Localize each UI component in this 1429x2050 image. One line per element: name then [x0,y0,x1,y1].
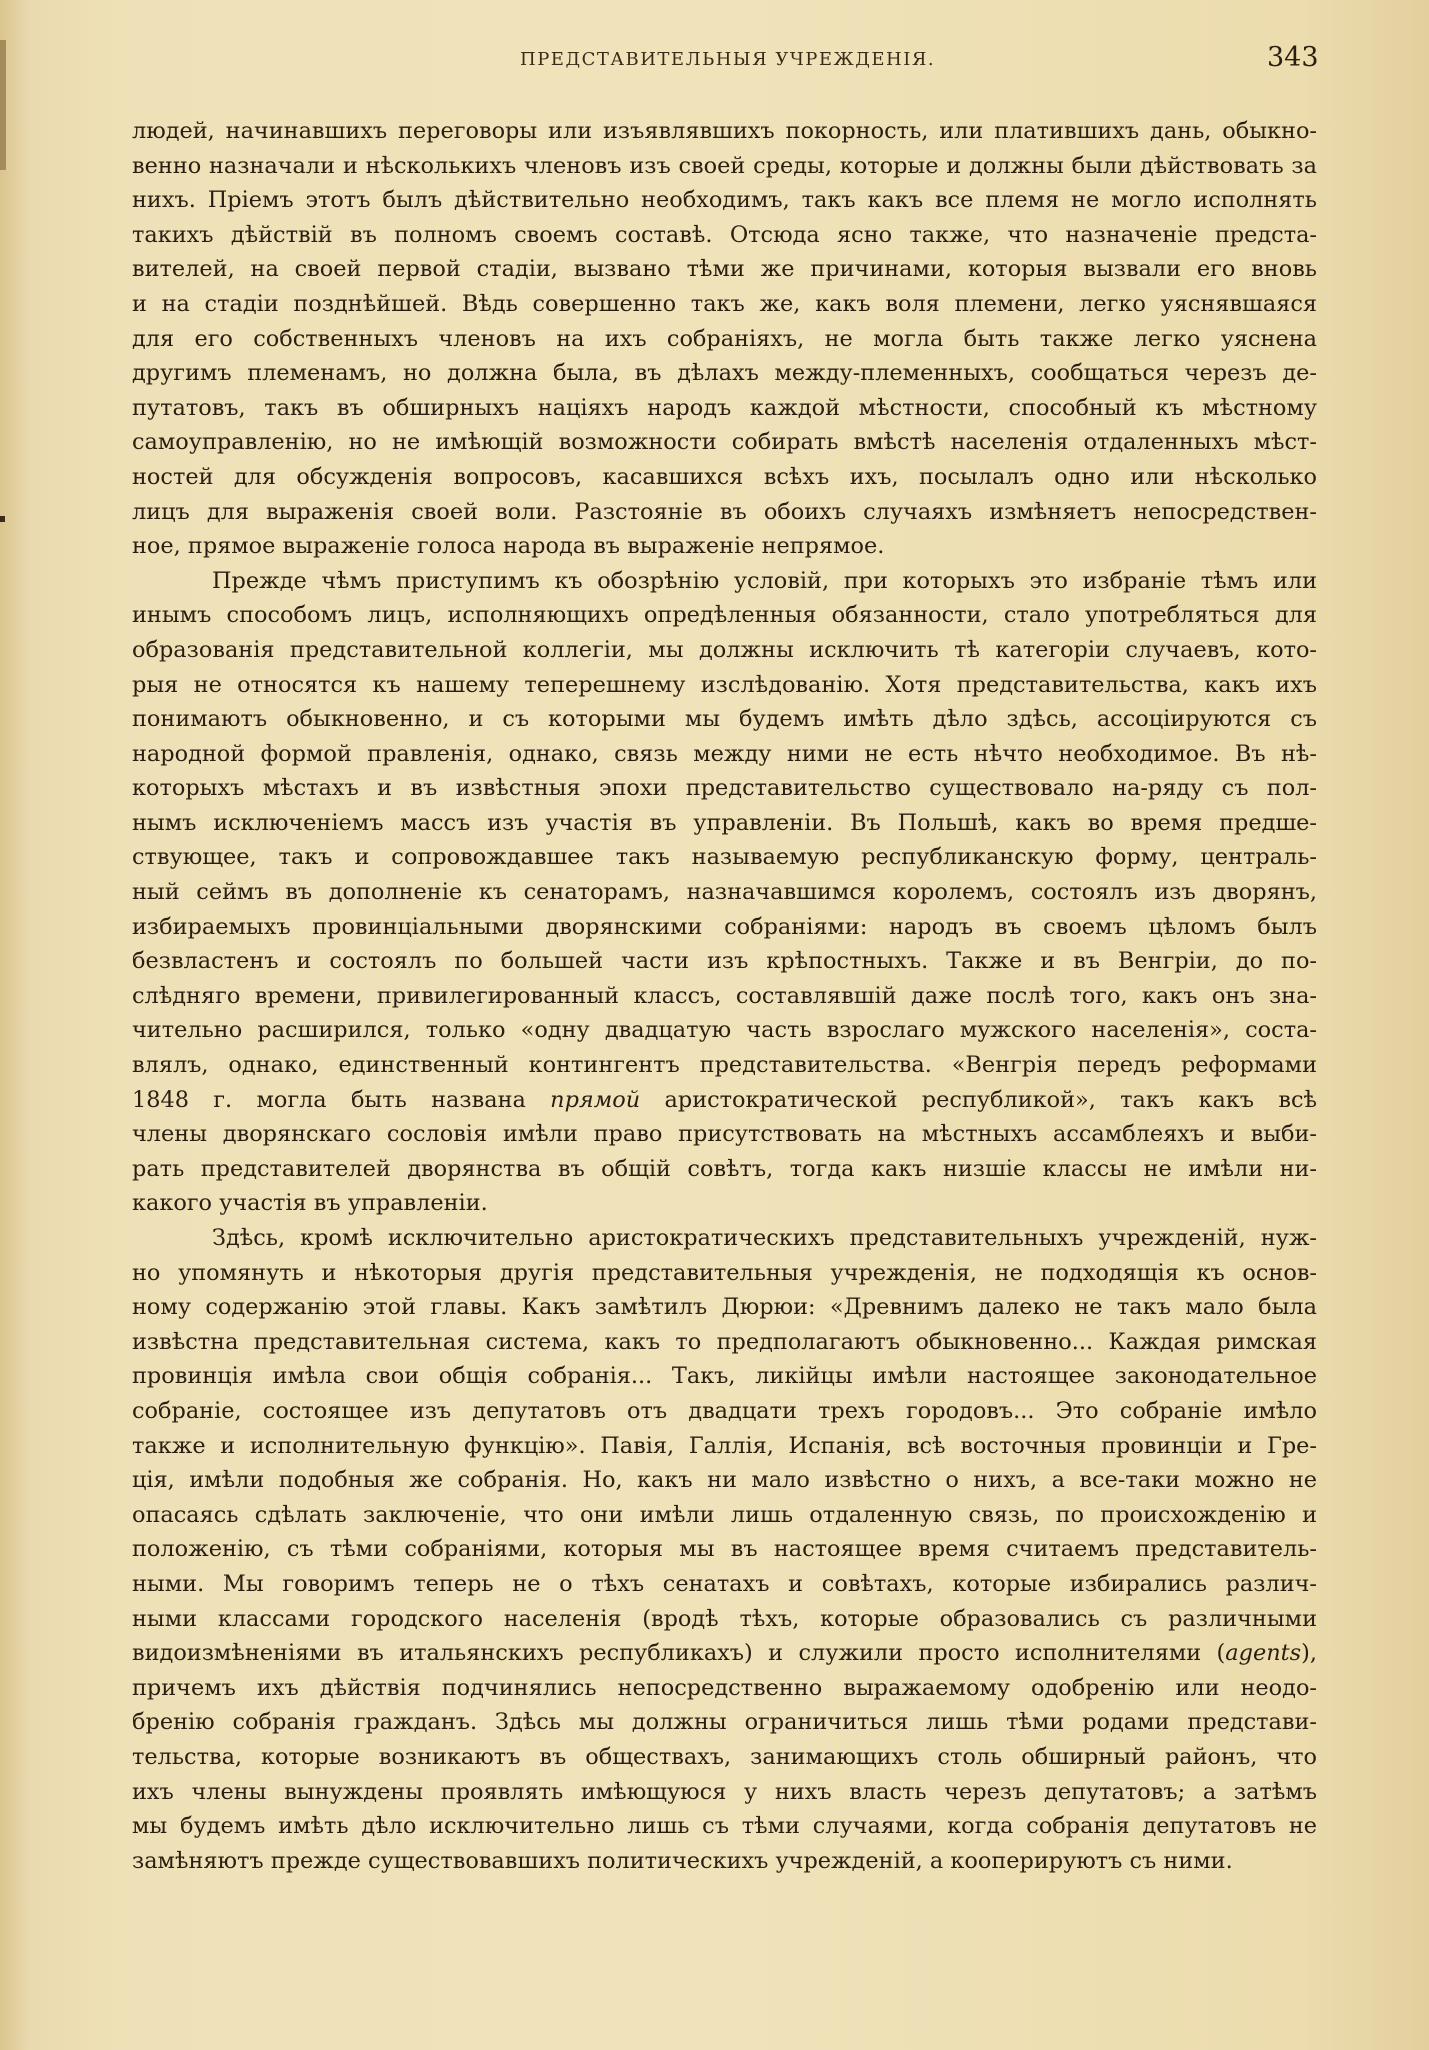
text-line: образованія представительной коллегіи, мы должны исключить тѣ категоріи случаевъ, кото- [132,636,1317,663]
text-line: ція, имѣли подобныя же собранія. Но, какъ ни мало извѣстно о нихъ, а все-таки можно не [132,1467,1317,1494]
text-line: другимъ племенамъ, но должна была, въ дѣлахъ между-племенныхъ, сообщаться черезъ де- [132,360,1317,387]
text-line: видоизмѣненіями въ итальянскихъ республикахъ) и служили просто исполнителями (agents), [132,1640,1317,1667]
text-line: для его собственныхъ членовъ на ихъ собраніяхъ, не могла быть также легко уяснена [132,325,1317,352]
text-line: какого участія въ управленіи. [132,1190,488,1217]
text-line: влялъ, однако, единственный контингентъ представительства. «Венгрія передъ реформами [132,1052,1317,1079]
text-line: рыя не относятся къ нашему теперешнему изслѣдованію. Хотя представительства, какъ ихъ [132,671,1317,698]
text-line: избираемыхъ провинціальными дворянскими собраніями: народъ въ своемъ цѣломъ былъ [132,913,1317,940]
text-line: ными классами городского населенія (вродѣ тѣхъ, которые образовались съ различными [132,1605,1317,1632]
text-line: опасаясь сдѣлать заключеніе, что они имѣли лишь отдаленную связь, по происхожденію и [132,1501,1317,1528]
text-line: также и исполнительную функцію». Павія, Галлія, Испанія, всѣ восточныя провинціи и Гре- [132,1432,1317,1459]
text-line: но упомянуть и нѣкоторыя другія представительныя учрежденія, не подходящія къ основ- [132,1259,1317,1286]
emphasis-text: agents [1225,1640,1302,1667]
text-line: инымъ способомъ лицъ, исполняющихъ опредѣленныя обязанности, стало употребляться для [132,602,1317,629]
text-line: замѣняютъ прежде существовавшихъ политическихъ учрежденій, а кооперируютъ съ ними. [132,1847,1233,1874]
text-line: понимаютъ обыкновенно, и съ которыми мы будемъ имѣть дѣло здѣсь, ассоціируются съ [132,706,1317,733]
paragraph-1 [132,114,1317,564]
text-line: ный сеймъ въ дополненіе къ сенаторамъ, назначавшимся королемъ, состоялъ изъ дворянъ, [132,879,1317,906]
paragraph-3 [132,1221,1317,1878]
text-line: тельства, которые возникаютъ въ обществахъ, занимающихъ столь обширный районъ, что [132,1743,1317,1770]
text-line: безвластенъ и состоялъ по большей части изъ крѣпостныхъ. Также и въ Венгріи, до по- [132,948,1317,975]
text-line: ное, прямое выраженіе голоса народа въ выраженіе непрямое. [132,533,885,560]
page-number: 343 [1267,42,1319,73]
binding-shadow [0,40,6,170]
text-line: ствующее, такъ и сопровождавшее такъ называемую республиканскую форму, централь- [132,844,1317,871]
text-line: Прежде чѣмъ приступимъ къ обозрѣнію условій, при которыхъ это избраніе тѣмъ или [212,567,1317,594]
text-line: ностей для обсужденія вопросовъ, касавшихся всѣхъ ихъ, посылалъ одно или нѣсколько [132,463,1317,490]
text-line: причемъ ихъ дѣйствія подчинялись непосредственно выражаемому одобренію или неодо- [132,1674,1317,1701]
text-line: ными. Мы говоримъ теперь не о тѣхъ сенатахъ и совѣтахъ, которые избирались различ- [132,1570,1317,1597]
text-line: самоуправленію, но не имѣющій возможности собирать вмѣстѣ населенія отдаленныхъ мѣст- [132,429,1317,456]
text-line: мы будемъ имѣть дѣло исключительно лишь съ тѣми случаями, когда собранія депутатовъ не [132,1813,1317,1840]
text-line: нихъ. Пріемъ этотъ былъ дѣйствительно необходимъ, такъ какъ все племя не могло исполнять [132,187,1317,214]
text-line: извѣстна представительная система, какъ то предполагаютъ обыкновенно... Каждая римская [132,1328,1317,1355]
text-line: народной формой правленія, однако, связь между ними не есть нѣчто необходимое. Въ нѣ- [132,740,1317,767]
text-line: лицъ для выраженія своей воли. Разстояніе въ обоихъ случаяхъ измѣняетъ непосредствен- [132,498,1317,525]
text-line: венно назначали и нѣсколькихъ членовъ изъ своей среды, которые и должны были дѣйствовать за [132,152,1317,179]
paragraph-2 [132,564,1317,1221]
text-line: нымъ исключеніемъ массъ изъ участія въ управленіи. Въ Польшѣ, какъ во время предше- [132,809,1317,836]
text-line: слѣдняго времени, привилегированный классъ, составлявшій даже послѣ того, какъ онъ зна- [132,982,1317,1009]
text-line: путатовъ, такъ въ обширныхъ націяхъ народъ каждой мѣстности, способный къ мѣстному [132,394,1317,421]
text-line: положенію, съ тѣми собраніями, которыя мы въ настоящее время считаемъ представитель- [132,1536,1317,1563]
text-line: и на стадіи позднѣйшей. Вѣдь совершенно такъ же, какъ воля племени, легко уяснявшаяся [132,290,1317,317]
text-line: людей, начинавшихъ переговоры или изъявлявшихъ покорность, или платившихъ дань, обыкно- [132,118,1317,144]
text-line: собраніе, состоящее изъ депутатовъ отъ двадцати трехъ городовъ... Это собраніе имѣло [132,1397,1317,1424]
text-line: рать представителей дворянства въ общій совѣтъ, тогда какъ низшіе классы не имѣли ни- [132,1155,1317,1182]
text-line: ному содержанію этой главы. Какъ замѣтилъ Дюрюи: «Древнимъ далеко не такъ мало была [132,1294,1317,1321]
text-line: Здѣсь, кромѣ исключительно аристократическихъ представительныхъ учрежденій, нуж- [212,1225,1317,1251]
text-line: члены дворянскаго сословія имѣли право присутствовать на мѣстныхъ ассамблеяхъ и выби- [132,1121,1317,1148]
running-header: ПРЕДСТАВИТЕЛЬНЫЯ УЧРЕЖДЕНІЯ. [520,49,936,70]
text-line: вителей, на своей первой стадіи, вызвано тѣми же причинами, которыя вызвали его вновь [132,256,1317,283]
text-line: такихъ дѣйствій въ полномъ своемъ составѣ. Отсюда ясно также, что назначеніе предста- [132,221,1317,248]
text-line: провинція имѣла свои общія собранія... Такъ, ликійцы имѣли настоящее законодательное [132,1363,1317,1390]
body-text [132,114,1317,1878]
text-line: 1848 г. могла быть названа прямой аристократической республикой», такъ какъ всѣ [132,1086,1317,1113]
text-line: бренію собранія гражданъ. Здѣсь мы должны ограничиться лишь тѣми родами представи- [132,1709,1317,1736]
emphasis-text: прямой [550,1086,641,1113]
margin-mark [0,516,5,522]
text-line: чительно расширился, только «одну двадцатую часть взрослаго мужского населенія», соста- [132,1017,1317,1044]
text-line: которыхъ мѣстахъ и въ извѣстныя эпохи представительство существовало на-ряду съ пол- [132,775,1317,802]
text-line: ихъ члены вынуждены проявлять имѣющуюся у нихъ власть черезъ депутатовъ; а затѣмъ [132,1778,1317,1805]
